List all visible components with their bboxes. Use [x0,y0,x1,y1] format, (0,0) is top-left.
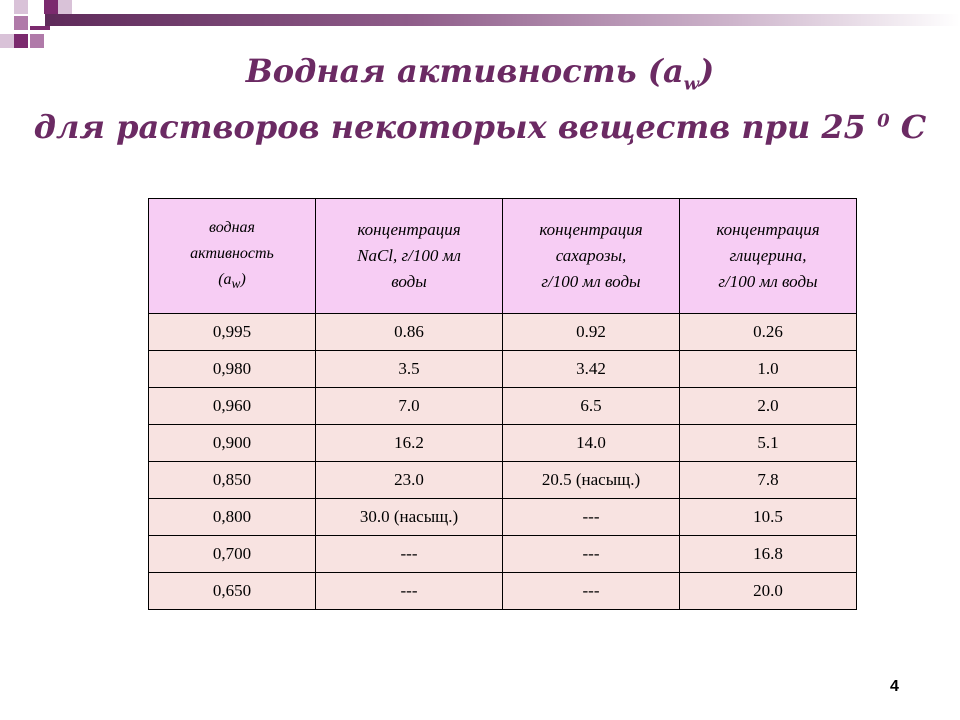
cell-aw: 0,980 [149,351,316,388]
cell-sucrose: 0.92 [503,314,680,351]
header-water-activity: водная активность $(а_w)$ [149,199,316,314]
page-number: 4 [890,678,899,695]
cell-glycerol: 1.0 [680,351,857,388]
table-row [149,536,857,573]
cell-sucrose: --- [503,499,680,536]
header-nacl: концентрация NaCl, г/100 мл воды [316,199,503,314]
water-activity-table [148,198,857,610]
cell-nacl: 30.0 (насыщ.) [316,499,503,536]
decor-bar-accent [30,26,50,30]
cell-nacl: 3.5 [316,351,503,388]
cell-nacl: 0.86 [316,314,503,351]
table-row [149,573,857,610]
table-row [149,388,857,425]
cell-nacl: 16.2 [316,425,503,462]
decor-square [14,34,28,48]
header-glycerol: концентрация глицерина, г/100 мл воды [680,199,857,314]
cell-aw: 0,900 [149,425,316,462]
cell-sucrose: 6.5 [503,388,680,425]
cell-nacl: 7.0 [316,388,503,425]
cell-nacl: --- [316,573,503,610]
decor-square [14,16,28,30]
table-row [149,462,857,499]
cell-aw: 0,850 [149,462,316,499]
cell-sucrose: --- [503,536,680,573]
cell-sucrose: 20.5 (насыщ.) [503,462,680,499]
cell-aw: 0,995 [149,314,316,351]
cell-nacl: --- [316,536,503,573]
table-row [149,499,857,536]
cell-aw: 0,650 [149,573,316,610]
cell-sucrose: 14.0 [503,425,680,462]
decor-square [14,0,28,14]
cell-glycerol: 20.0 [680,573,857,610]
cell-aw: 0,960 [149,388,316,425]
decor-square [58,0,72,14]
table-row [149,314,857,351]
decor-square [0,34,14,48]
table-row [149,425,857,462]
slide-title: Водная активность $(а_w)$ [245,52,715,95]
cell-glycerol: 2.0 [680,388,857,425]
cell-glycerol: 7.8 [680,462,857,499]
slide-subtitle: для растворов некоторых веществ при 25 $^0$ С [33,108,927,146]
cell-nacl: 23.0 [316,462,503,499]
cell-aw: 0,700 [149,536,316,573]
cell-glycerol: 10.5 [680,499,857,536]
cell-glycerol: 5.1 [680,425,857,462]
decor-square [44,0,58,14]
table-row [149,351,857,388]
cell-aw: 0,800 [149,499,316,536]
cell-sucrose: --- [503,573,680,610]
decor-square [30,34,44,48]
cell-glycerol: 16.8 [680,536,857,573]
header-sucrose: концентрация сахарозы, г/100 мл воды [503,199,680,314]
table-header-row [149,199,857,314]
decor-bar [45,14,960,26]
cell-glycerol: 0.26 [680,314,857,351]
cell-sucrose: 3.42 [503,351,680,388]
